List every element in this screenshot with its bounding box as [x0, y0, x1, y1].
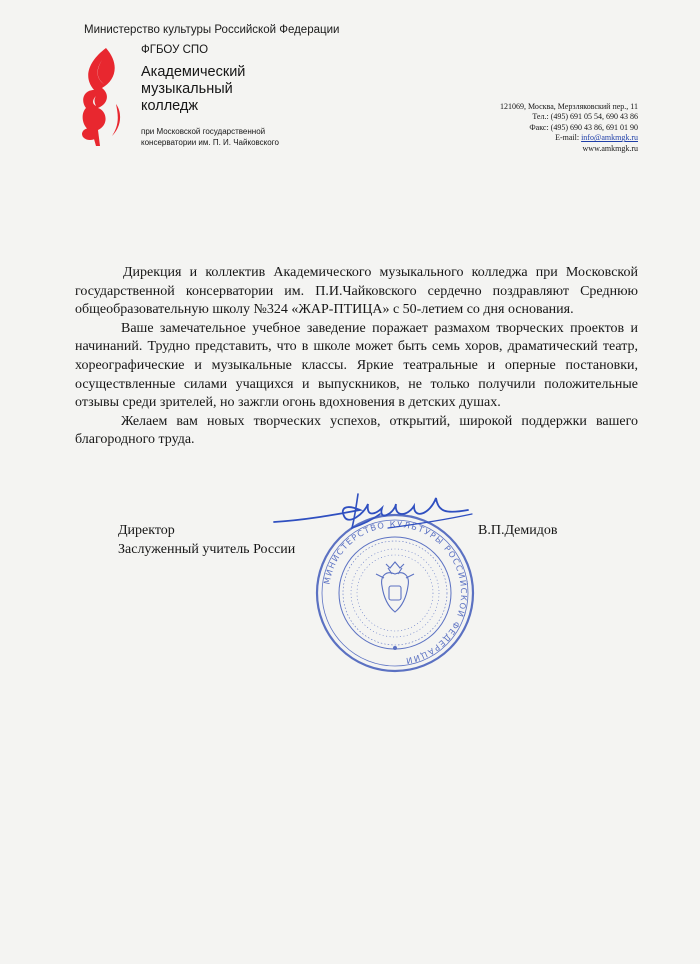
org-type: ФГБОУ СПО	[141, 44, 209, 56]
fax-line: Факс: (495) 690 43 86, 691 01 90	[529, 122, 638, 132]
paragraph-congratulation: Дирекция и коллектив Академического музыкального колледжа при Московской государственной консерватории им. П.И.Чайковского сердечно поздравляют Среднюю общеобразовательную школу №324 «ЖАР-ПТИЦА» с 50-летием со дня основания.	[75, 265, 638, 318]
signatory-position-block	[118, 521, 295, 559]
website-line: www.amkmgk.ru	[582, 143, 638, 153]
signatory-name: В.П.Демидов	[478, 523, 558, 538]
email-line	[440, 133, 638, 143]
signatory-title: Заслуженный учитель России	[118, 542, 296, 557]
handwritten-signature-icon	[268, 484, 478, 544]
contact-block	[440, 102, 638, 154]
phone-line: Тел.: (495) 691 05 54, 690 43 86	[532, 112, 638, 122]
org-name: Академический музыкальный колледж	[141, 64, 246, 114]
email-label: E-mail:	[555, 133, 580, 143]
email-link[interactable]: info@amkmgk.ru	[581, 133, 638, 143]
ministry-line: Министерство культуры Российской Федерации	[84, 24, 340, 36]
letter-body	[75, 264, 638, 450]
signatory-position: Директор	[118, 523, 175, 538]
org-subtitle: при Московской государственной консерватории им. П. И. Чайковского	[141, 127, 279, 147]
music-flame-logo-icon	[76, 46, 128, 148]
seal-outer-text: МИНИСТЕРСТВО КУЛЬТУРЫ РОССИЙСКОЙ ФЕДЕРАЦИИ	[321, 518, 470, 667]
paragraph-wishes: Желаем вам новых творческих успехов, открытий, широкой поддержки вашего благородного труда.	[75, 413, 638, 448]
paragraph-praise: Ваше замечательное учебное заведение поражает размахом творческих проектов и начинаний. Трудно представить, что в школе может быть семь хоров, драматический театр, хореографические и музыкальные классы. Яркие театральные и оперные постановки, осуществленные силами учащихся и выпускников, не только получили положительные отзывы среди зрителей, но зажгли огонь вдохновения в детских душах.	[75, 320, 638, 411]
postal-address: 121069, Москва, Мерзляковский пер., 11	[499, 102, 638, 111]
